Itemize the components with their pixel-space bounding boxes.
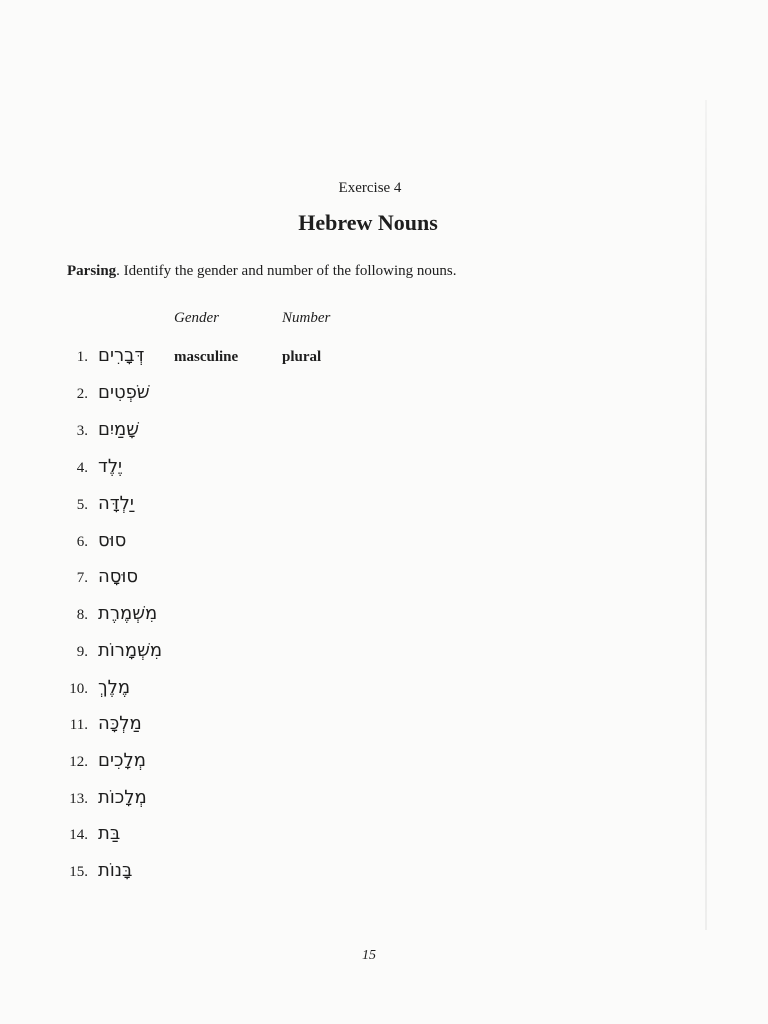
list-item: [0, 677, 700, 707]
hebrew-noun: יֶלֶד: [98, 456, 123, 477]
list-item: [0, 640, 700, 670]
instructions-text: . Identify the gender and number of the following nouns.: [116, 263, 457, 279]
hebrew-noun: שָׁמַיִם: [98, 419, 139, 440]
hebrew-noun: יַלְדָּה: [98, 493, 134, 514]
item-number: 13.: [69, 791, 88, 807]
item-number: 14.: [69, 827, 88, 843]
hebrew-noun: מֶלֶךְ: [98, 677, 131, 698]
list-item: [0, 382, 700, 412]
item-number: 8.: [76, 607, 88, 623]
item-number: 7.: [76, 570, 88, 586]
item-number: 5.: [76, 497, 88, 513]
hebrew-noun: דְּבָרִים: [98, 345, 145, 366]
item-number: 9.: [76, 644, 88, 660]
exercise-label: Exercise 4: [338, 180, 402, 196]
hebrew-noun: שֹׁפְטִים: [98, 382, 150, 403]
list-item: [0, 860, 700, 890]
list-item: [0, 345, 700, 375]
column-header-gender: Gender: [174, 310, 219, 326]
page-title: Hebrew Nouns: [298, 210, 438, 235]
page-number: 15: [362, 948, 376, 963]
list-item: [0, 456, 700, 486]
list-item: [0, 713, 700, 743]
instructions-lead: Parsing: [67, 263, 117, 279]
item-number: 15.: [69, 864, 88, 880]
item-number: 12.: [69, 754, 88, 770]
list-item: [0, 603, 700, 633]
number-answer: plural: [282, 349, 322, 365]
item-number: 3.: [76, 423, 88, 439]
hebrew-noun: מְלָכוֹת: [98, 787, 147, 808]
hebrew-noun: בַּת: [98, 823, 121, 844]
gender-answer: masculine: [174, 349, 239, 365]
item-number: 6.: [76, 534, 88, 550]
column-header-number: Number: [282, 310, 331, 326]
hebrew-noun: סוּסָה: [98, 566, 139, 587]
list-item: [0, 823, 700, 853]
item-number: 1.: [76, 349, 88, 365]
item-number: 4.: [76, 460, 88, 476]
list-item: [0, 493, 700, 523]
hebrew-noun: בָּנוֹת: [98, 860, 133, 881]
hebrew-noun: מִשְׁמֶרֶת: [98, 603, 158, 624]
list-item: [0, 566, 700, 596]
item-number: 2.: [76, 386, 88, 402]
item-number: 11.: [69, 717, 88, 733]
hebrew-noun: סוּס: [98, 530, 127, 551]
item-number: 10.: [69, 681, 88, 697]
list-item: [0, 419, 700, 449]
instructions: [67, 263, 457, 280]
list-item: [0, 787, 700, 817]
hebrew-noun: מְלָכִים: [98, 750, 146, 771]
hebrew-noun: מַלְכָּה: [98, 713, 142, 734]
list-item: [0, 530, 700, 560]
list-item: [0, 750, 700, 780]
hebrew-noun: מִשְׁמָרוֹת: [98, 640, 163, 661]
